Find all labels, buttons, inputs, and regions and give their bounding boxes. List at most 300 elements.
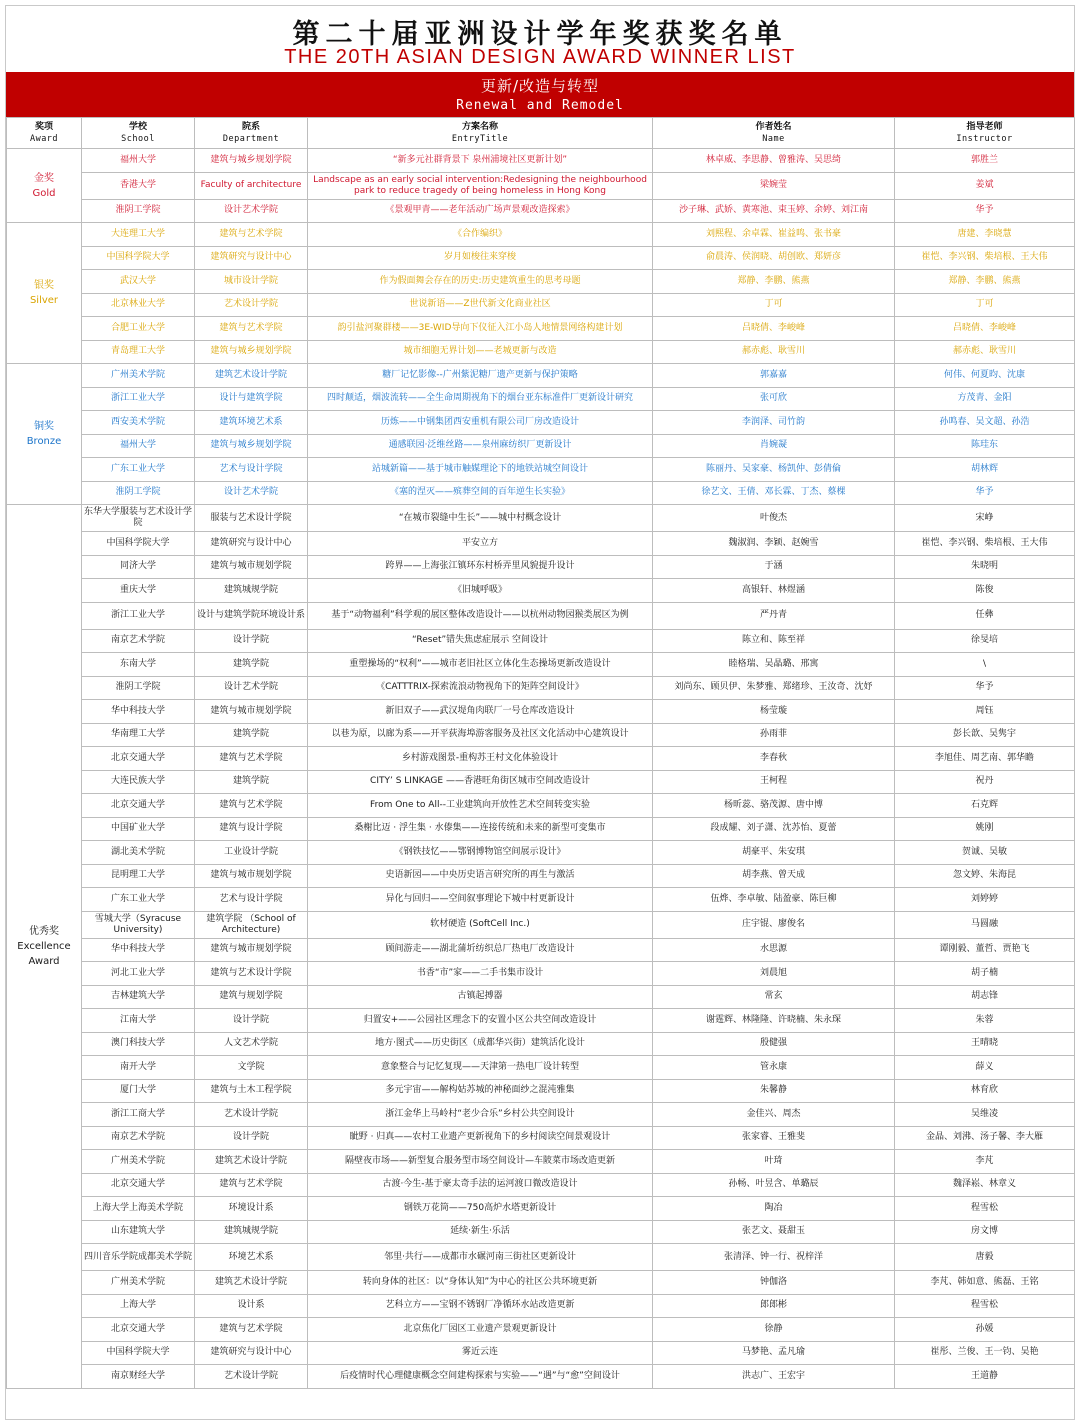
author-cell: 魏淑润、李颖、赵婉雪: [653, 532, 895, 556]
author-cell: 刘熙程、余卓霖、崔益鸣、张书豪: [653, 223, 895, 247]
department-cell: 建筑研究与设计中心: [195, 532, 308, 556]
table-row: [7, 747, 1075, 771]
department-cell: 建筑艺术设计学院: [195, 1271, 308, 1295]
school-cell: 广州美术学院: [82, 1150, 195, 1174]
author-cell: 谢霆辉、林隆隆、许晓楠、朱永琛: [653, 1009, 895, 1033]
department-cell: 建筑与城市规划学院: [195, 864, 308, 888]
author-cell: 洪志广、王宏宇: [653, 1365, 895, 1389]
instructor-cell: 何伟、何夏昀、沈康: [895, 364, 1075, 388]
entry-title-cell: 城市细胞无界计划——老城更新与改造: [308, 340, 653, 364]
entry-title-cell: 钢铁万花筒——750高炉水塔更新设计: [308, 1197, 653, 1221]
document-title-en: THE 20TH ASIAN DESIGN AWARD WINNER LIST: [284, 46, 796, 68]
author-cell: 丁可: [653, 293, 895, 317]
school-cell: 西安美术学院: [82, 411, 195, 435]
entry-title-cell: 作为假面舞会存在的历史:历史建筑重生的思考母题: [308, 270, 653, 294]
instructor-cell: 唐建、李晓慧: [895, 223, 1075, 247]
school-cell: 浙江工业大学: [82, 387, 195, 411]
school-cell: 大连民族大学: [82, 770, 195, 794]
entry-title-cell: 新旧双子——武汉堤角肉联厂一号仓库改造设计: [308, 700, 653, 724]
instructor-cell: 郑静、李鹏、熊燕: [895, 270, 1075, 294]
school-cell: 福州大学: [82, 149, 195, 173]
author-cell: 严丹青: [653, 602, 895, 629]
school-cell: 淮阴工学院: [82, 676, 195, 700]
author-cell: 张家睿、王雅斐: [653, 1126, 895, 1150]
instructor-cell: 魏泽崧、林章义: [895, 1173, 1075, 1197]
table-row: [7, 1318, 1075, 1342]
department-cell: 建筑与城市规划学院: [195, 555, 308, 579]
award-level-en-line2: Award: [28, 955, 60, 967]
author-cell: 叶俊杰: [653, 505, 895, 532]
table-row: [7, 888, 1075, 912]
entry-title-cell: “Reset”错失焦虑症展示 空间设计: [308, 629, 653, 653]
department-cell: 艺术与设计学院: [195, 888, 308, 912]
table-row: [7, 1009, 1075, 1033]
instructor-cell: 朱蓉: [895, 1009, 1075, 1033]
entry-title-cell: From One to All--工业建筑向开放性艺术空间转变实验: [308, 794, 653, 818]
department-cell: 建筑与城市规划学院: [195, 700, 308, 724]
entry-title-cell: 通感联园·泛维丝路——泉州麻纺织厂更新设计: [308, 434, 653, 458]
entry-title-cell: 平安立方: [308, 532, 653, 556]
table-row: [7, 911, 1075, 938]
instructor-cell: 薛义: [895, 1056, 1075, 1080]
entry-title-cell: 邻里·共行——成都市水碾河南三街社区更新设计: [308, 1244, 653, 1271]
school-cell: 武汉大学: [82, 270, 195, 294]
school-cell: 华南理工大学: [82, 723, 195, 747]
entry-title-cell: 世说新语——Z世代新文化商业社区: [308, 293, 653, 317]
table-row: [7, 1173, 1075, 1197]
department-cell: 建筑学院 （School of Architecture): [195, 911, 308, 938]
entry-title-cell: 地方·图式——历史街区（成都华兴街）建筑活化设计: [308, 1032, 653, 1056]
entry-title-cell: 历炼——中钢集团西安重机有限公司厂房改造设计: [308, 411, 653, 435]
school-cell: 淮阴工学院: [82, 481, 195, 505]
award-level-cn: 优秀奖: [29, 925, 59, 937]
author-cell: 朱馨静: [653, 1079, 895, 1103]
department-cell: 建筑城规学院: [195, 579, 308, 603]
author-cell: 常玄: [653, 985, 895, 1009]
instructor-cell: 华予: [895, 481, 1075, 505]
instructor-cell: 马圆融: [895, 911, 1075, 938]
table-row: [7, 293, 1075, 317]
table-row: [7, 1150, 1075, 1174]
instructor-cell: 贺诚、吴敏: [895, 841, 1075, 865]
department-cell: 建筑与艺术学院: [195, 747, 308, 771]
table-row: [7, 817, 1075, 841]
table-row: [7, 199, 1075, 223]
department-cell: 设计系: [195, 1294, 308, 1318]
author-cell: 于涵: [653, 555, 895, 579]
school-cell: 上海大学上海美术学院: [82, 1197, 195, 1221]
entry-title-cell: “新多元社群背景下 泉州浦境社区更新计划”: [308, 149, 653, 173]
entry-title-cell: 韵引盐河聚群楼——3E-WID导向下仪征入江小岛人地情景网络构建计划: [308, 317, 653, 341]
department-cell: 建筑研究与设计中心: [195, 1341, 308, 1365]
instructor-cell: 王晴晓: [895, 1032, 1075, 1056]
table-row: [7, 317, 1075, 341]
author-cell: 徐艺文、王倩、邓长霖、丁杰、蔡棵: [653, 481, 895, 505]
department-cell: 设计与建筑学院环境设计系: [195, 602, 308, 629]
table-row: [7, 1056, 1075, 1080]
winner-table-body: [7, 118, 1075, 1389]
department-cell: 建筑与设计学院: [195, 817, 308, 841]
author-cell: 伍烨、李卓敏、陆盈豪、陈巨柳: [653, 888, 895, 912]
entry-title-cell: 以巷为原，以廊为系——开平荻海埠游客服务及社区文化活动中心建筑设计: [308, 723, 653, 747]
award-level-cn: 金奖: [34, 172, 54, 184]
department-cell: 建筑与艺术学院: [195, 1173, 308, 1197]
author-cell: 马梦艳、孟凡瑜: [653, 1341, 895, 1365]
instructor-cell: 谭刚毅、董哲、贾艳飞: [895, 938, 1075, 962]
instructor-cell: 胡子楠: [895, 962, 1075, 986]
school-cell: 广东工业大学: [82, 888, 195, 912]
instructor-cell: 孙媛: [895, 1318, 1075, 1342]
instructor-cell: 郭胜兰: [895, 149, 1075, 173]
entry-title-cell: 延续·新生·乐活: [308, 1220, 653, 1244]
school-cell: 华中科技大学: [82, 938, 195, 962]
department-cell: 建筑环境艺术系: [195, 411, 308, 435]
table-row: [7, 1271, 1075, 1295]
instructor-cell: 姜斌: [895, 172, 1075, 199]
section-title-en: Renewal and Remodel: [456, 98, 624, 113]
school-cell: 雪城大学（Syracuse University): [82, 911, 195, 938]
entry-title-cell: 隔壁夜市场——新型复合服务型市场空间设计—车陂菜市场改造更新: [308, 1150, 653, 1174]
school-cell: 广州美术学院: [82, 1271, 195, 1295]
department-cell: 建筑与艺术学院: [195, 794, 308, 818]
entry-title-cell: 多元宇宙——解构姑苏城的神秘面纱之混沌雅集: [308, 1079, 653, 1103]
section-banner: [6, 72, 1074, 117]
table-row: [7, 676, 1075, 700]
award-level-cell: [7, 505, 82, 1389]
school-cell: 浙江工商大学: [82, 1103, 195, 1127]
school-cell: 北京交通大学: [82, 1173, 195, 1197]
entry-title-cell: 转向身体的社区：以“身体认知”为中心的社区公共环境更新: [308, 1271, 653, 1295]
school-cell: 重庆大学: [82, 579, 195, 603]
school-cell: 山东建筑大学: [82, 1220, 195, 1244]
author-cell: 孙雨菲: [653, 723, 895, 747]
table-row: [7, 1126, 1075, 1150]
author-cell: 徐静: [653, 1318, 895, 1342]
entry-title-cell: 跨界——上海张江镇环东村桥弄里风貌提升设计: [308, 555, 653, 579]
school-cell: 中国科学院大学: [82, 246, 195, 270]
school-cell: 中国矿业大学: [82, 817, 195, 841]
table-row: [7, 411, 1075, 435]
author-cell: 杨莹璇: [653, 700, 895, 724]
author-cell: 叶琦: [653, 1150, 895, 1174]
entry-title-cell: 北京焦化厂园区工业遗产景观更新设计: [308, 1318, 653, 1342]
instructor-cell: 周钰: [895, 700, 1075, 724]
department-cell: 建筑学院: [195, 653, 308, 677]
header-entry-title: 方案名称 EntryTitle: [308, 118, 653, 149]
author-cell: 刘尚东、顾贝伊、朱梦雅、郑绪珍、王汝奇、沈妤: [653, 676, 895, 700]
department-cell: 设计与建筑学院: [195, 387, 308, 411]
department-cell: 建筑研究与设计中心: [195, 246, 308, 270]
award-level-cell: [7, 223, 82, 364]
table-row: [7, 505, 1075, 532]
instructor-cell: 祝丹: [895, 770, 1075, 794]
school-cell: 东华大学服装与艺术设计学院: [82, 505, 195, 532]
instructor-cell: 崔恺、李兴钢、柴培根、王大伟: [895, 246, 1075, 270]
school-cell: 北京林业大学: [82, 293, 195, 317]
section-title-cn: 更新/改造与转型: [480, 77, 600, 95]
instructor-cell: 任彝: [895, 602, 1075, 629]
school-cell: 同济大学: [82, 555, 195, 579]
department-cell: 艺术与设计学院: [195, 458, 308, 482]
author-cell: 张清泽、钟一行、祝梓洋: [653, 1244, 895, 1271]
department-cell: 建筑与艺术学院: [195, 317, 308, 341]
table-row: [7, 723, 1075, 747]
school-cell: 南开大学: [82, 1056, 195, 1080]
table-row: [7, 770, 1075, 794]
instructor-cell: 华予: [895, 199, 1075, 223]
entry-title-cell: 眦野 · 归真——农村工业遗产更新视角下的乡村阅读空间景观设计: [308, 1126, 653, 1150]
instructor-cell: 陈珪东: [895, 434, 1075, 458]
instructor-cell: 方茂青、金阳: [895, 387, 1075, 411]
author-cell: 睦格瑞、吴晶璐、邢寓: [653, 653, 895, 677]
author-cell: 张可欣: [653, 387, 895, 411]
instructor-cell: 孙鸣春、吴文超、孙浩: [895, 411, 1075, 435]
table-row: [7, 340, 1075, 364]
entry-title-cell: Landscape as an early social intervention:Redesigning the neighbourhood park to reduce tragedy of being homeless in Hong Kong: [308, 172, 653, 199]
school-cell: 东南大学: [82, 653, 195, 677]
author-cell: 胡豪平、朱安琪: [653, 841, 895, 865]
entry-title-cell: 意象整合与记忆复现——天津第一热电厂设计转型: [308, 1056, 653, 1080]
instructor-cell: 吴维凌: [895, 1103, 1075, 1127]
author-cell: 庄宇锟、廖俊名: [653, 911, 895, 938]
table-row: [7, 579, 1075, 603]
school-cell: 南京艺术学院: [82, 1126, 195, 1150]
award-level-en: Silver: [29, 295, 59, 306]
table-row: [7, 794, 1075, 818]
entry-title-cell: 桑榭比迈 · 浮生集 · 水傣集——连接传统和未来的新型可变集市: [308, 817, 653, 841]
department-cell: 设计学院: [195, 1126, 308, 1150]
instructor-cell: 彭长歆、吴隽宇: [895, 723, 1075, 747]
instructor-cell: 李旭佳、周艺南、郭华瞻: [895, 747, 1075, 771]
instructor-cell: 金晶、刘沸、汤子馨、李大雁: [895, 1126, 1075, 1150]
award-level-cell: [7, 149, 82, 223]
school-cell: 澳门科技大学: [82, 1032, 195, 1056]
department-cell: 建筑与城乡规划学院: [195, 340, 308, 364]
instructor-cell: 石克辉: [895, 794, 1075, 818]
author-cell: 郝赤彪、耿雪川: [653, 340, 895, 364]
entry-title-cell: 《塞的涅灭——殡葬空间的百年逆生长实验》: [308, 481, 653, 505]
author-cell: 陈立和、陈至祥: [653, 629, 895, 653]
instructor-cell: 崔恺、李兴钢、柴培根、王大伟: [895, 532, 1075, 556]
instructor-cell: \: [895, 653, 1075, 677]
school-cell: 河北工业大学: [82, 962, 195, 986]
entry-title-cell: 糖厂记忆影像--广州紫泥糖厂遗产更新与保护策略: [308, 364, 653, 388]
author-cell: 肖婉凝: [653, 434, 895, 458]
header-name: 作者姓名 Name: [653, 118, 895, 149]
table-row: [7, 387, 1075, 411]
entry-title-cell: 《景观甲青——老年活动广场声景观改造探索》: [308, 199, 653, 223]
table-row: [7, 246, 1075, 270]
department-cell: 设计艺术学院: [195, 676, 308, 700]
table-row: [7, 555, 1075, 579]
table-row: [7, 1294, 1075, 1318]
author-cell: 段成耀、刘子潇、沈苏怡、夏蕾: [653, 817, 895, 841]
school-cell: 四川音乐学院成都美术学院: [82, 1244, 195, 1271]
instructor-cell: 崔彤、兰俊、王一钧、吴艳: [895, 1341, 1075, 1365]
instructor-cell: 丁可: [895, 293, 1075, 317]
author-cell: 陈丽丹、吴家豪、杨凯仲、彭倩倫: [653, 458, 895, 482]
school-cell: 香港大学: [82, 172, 195, 199]
header-award: 奖项 Award: [7, 118, 82, 149]
table-row: [7, 149, 1075, 173]
school-cell: 淮阴工学院: [82, 199, 195, 223]
department-cell: 建筑与艺术学院: [195, 223, 308, 247]
instructor-cell: 李芃、韩如意、熊磊、王铭: [895, 1271, 1075, 1295]
instructor-cell: 房文博: [895, 1220, 1075, 1244]
author-cell: 管永康: [653, 1056, 895, 1080]
award-level-cn: 银奖: [34, 280, 54, 291]
entry-title-cell: CITY’ S LINKAGE ——香港旺角街区城市空间改造设计: [308, 770, 653, 794]
school-cell: 上海大学: [82, 1294, 195, 1318]
school-cell: 江南大学: [82, 1009, 195, 1033]
school-cell: 华中科技大学: [82, 700, 195, 724]
instructor-cell: 忽文婷、朱海昆: [895, 864, 1075, 888]
table-row: [7, 1365, 1075, 1389]
entry-title-cell: 软材硬造 (SoftCell Inc.): [308, 911, 653, 938]
instructor-cell: 吕晓倩、李峻峰: [895, 317, 1075, 341]
award-level-cn: 铜奖: [34, 421, 54, 432]
entry-title-cell: 书香“市”家——二手书集市设计: [308, 962, 653, 986]
school-cell: 湖北美术学院: [82, 841, 195, 865]
instructor-cell: 陈俊: [895, 579, 1075, 603]
school-cell: 青岛理工大学: [82, 340, 195, 364]
table-row: [7, 1103, 1075, 1127]
school-cell: 福州大学: [82, 434, 195, 458]
entry-title-cell: 古渡·今生-基于豪太奇手法的运河渡口微改造设计: [308, 1173, 653, 1197]
department-cell: 艺术设计学院: [195, 1103, 308, 1127]
instructor-cell: 王道静: [895, 1365, 1075, 1389]
author-cell: 陶冶: [653, 1197, 895, 1221]
table-header-row: [7, 118, 1075, 149]
table-row: [7, 434, 1075, 458]
author-cell: 孙畅、叶昱含、单璐辰: [653, 1173, 895, 1197]
department-cell: 建筑艺术设计学院: [195, 364, 308, 388]
department-cell: 环境设计系: [195, 1197, 308, 1221]
entry-title-cell: 基于“动物福利”科学观的展区整体改造设计——以杭州动物园猴类展区为例: [308, 602, 653, 629]
department-cell: 建筑与艺术学院: [195, 1318, 308, 1342]
author-cell: 林卓威、李思静、曾雅涛、吴思绮: [653, 149, 895, 173]
instructor-cell: 华予: [895, 676, 1075, 700]
table-row: [7, 864, 1075, 888]
award-level-en: Gold: [32, 187, 56, 199]
instructor-cell: 郝赤彪、耿雪川: [895, 340, 1075, 364]
author-cell: 杨昕蕊、骆茂源、唐中博: [653, 794, 895, 818]
school-cell: 北京交通大学: [82, 794, 195, 818]
header-school: 学校 School: [82, 118, 195, 149]
author-cell: 郎郎彬: [653, 1294, 895, 1318]
entry-title-cell: “在城市裂缝中生长”——城中村概念设计: [308, 505, 653, 532]
table-row: [7, 270, 1075, 294]
department-cell: 环境艺术系: [195, 1244, 308, 1271]
author-cell: 王柯程: [653, 770, 895, 794]
instructor-cell: 朱晓明: [895, 555, 1075, 579]
instructor-cell: 宋峥: [895, 505, 1075, 532]
entry-title-cell: 雾近云连: [308, 1341, 653, 1365]
department-cell: 城市设计学院: [195, 270, 308, 294]
table-row: [7, 1079, 1075, 1103]
table-row: [7, 223, 1075, 247]
table-row: [7, 938, 1075, 962]
instructor-cell: 程雪松: [895, 1294, 1075, 1318]
instructor-cell: 李芃: [895, 1150, 1075, 1174]
table-row: [7, 458, 1075, 482]
table-row: [7, 1032, 1075, 1056]
entry-title-cell: 重塑操场的“权利”——城市老旧社区立体化生态操场更新改造设计: [308, 653, 653, 677]
school-cell: 大连理工大学: [82, 223, 195, 247]
award-document: [5, 5, 1075, 1420]
author-cell: 殷健强: [653, 1032, 895, 1056]
author-cell: 郭嘉嘉: [653, 364, 895, 388]
entry-title-cell: 浙江金华上马岭村“老少合乐”乡村公共空间设计: [308, 1103, 653, 1127]
instructor-cell: 刘婷婷: [895, 888, 1075, 912]
department-cell: Faculty of architecture: [195, 172, 308, 199]
header-department: 院系 Department: [195, 118, 308, 149]
department-cell: 建筑学院: [195, 723, 308, 747]
entry-title-cell: 《CATTTRIX-探索流浪动物视角下的矩阵空间设计》: [308, 676, 653, 700]
author-cell: 沙子琳、武娇、黄寒池、束玉婷、余婷、刘江南: [653, 199, 895, 223]
table-row: [7, 985, 1075, 1009]
table-row: [7, 364, 1075, 388]
department-cell: 建筑与城乡规划学院: [195, 149, 308, 173]
department-cell: 设计艺术学院: [195, 199, 308, 223]
department-cell: 建筑艺术设计学院: [195, 1150, 308, 1174]
entry-title-cell: 岁月如梭往来穿梭: [308, 246, 653, 270]
department-cell: 建筑与规划学院: [195, 985, 308, 1009]
table-row: [7, 653, 1075, 677]
school-cell: 中国科学院大学: [82, 532, 195, 556]
school-cell: 南京艺术学院: [82, 629, 195, 653]
table-row: [7, 1244, 1075, 1271]
table-row: [7, 1197, 1075, 1221]
table-row: [7, 481, 1075, 505]
table-row: [7, 602, 1075, 629]
table-row: [7, 172, 1075, 199]
instructor-cell: 徐旻培: [895, 629, 1075, 653]
entry-title-cell: 站城新篇——基于城市触媒理论下的地铁站城空间设计: [308, 458, 653, 482]
author-cell: 郑静、李鹏、熊燕: [653, 270, 895, 294]
department-cell: 建筑与城乡规划学院: [195, 434, 308, 458]
school-cell: 北京交通大学: [82, 747, 195, 771]
author-cell: 张艺文、聂甜玉: [653, 1220, 895, 1244]
department-cell: 设计学院: [195, 1009, 308, 1033]
author-cell: 李润泽、司竹韵: [653, 411, 895, 435]
instructor-cell: 胡志锋: [895, 985, 1075, 1009]
author-cell: 吕晓倩、李峻峰: [653, 317, 895, 341]
instructor-cell: 胡林辉: [895, 458, 1075, 482]
entry-title-cell: 后疫情时代心理健康概念空间建构探索与实验——“遇”与“愈”空间设计: [308, 1365, 653, 1389]
award-level-en: Excellence: [17, 940, 71, 952]
school-cell: 北京交通大学: [82, 1318, 195, 1342]
author-cell: 刘晨旭: [653, 962, 895, 986]
school-cell: 吉林建筑大学: [82, 985, 195, 1009]
department-cell: 设计艺术学院: [195, 481, 308, 505]
winner-table: [6, 117, 1075, 1389]
award-level-en: Bronze: [26, 436, 62, 447]
department-cell: 工业设计学院: [195, 841, 308, 865]
author-cell: 胡李燕、曾天成: [653, 864, 895, 888]
table-row: [7, 532, 1075, 556]
table-row: [7, 962, 1075, 986]
school-cell: 中国科学院大学: [82, 1341, 195, 1365]
table-row: [7, 700, 1075, 724]
table-row: [7, 841, 1075, 865]
department-cell: 文学院: [195, 1056, 308, 1080]
department-cell: 人文艺术学院: [195, 1032, 308, 1056]
entry-title-cell: 《合作编织》: [308, 223, 653, 247]
department-cell: 服装与艺术设计学院: [195, 505, 308, 532]
author-cell: 水思源: [653, 938, 895, 962]
author-cell: 钟伽洛: [653, 1271, 895, 1295]
